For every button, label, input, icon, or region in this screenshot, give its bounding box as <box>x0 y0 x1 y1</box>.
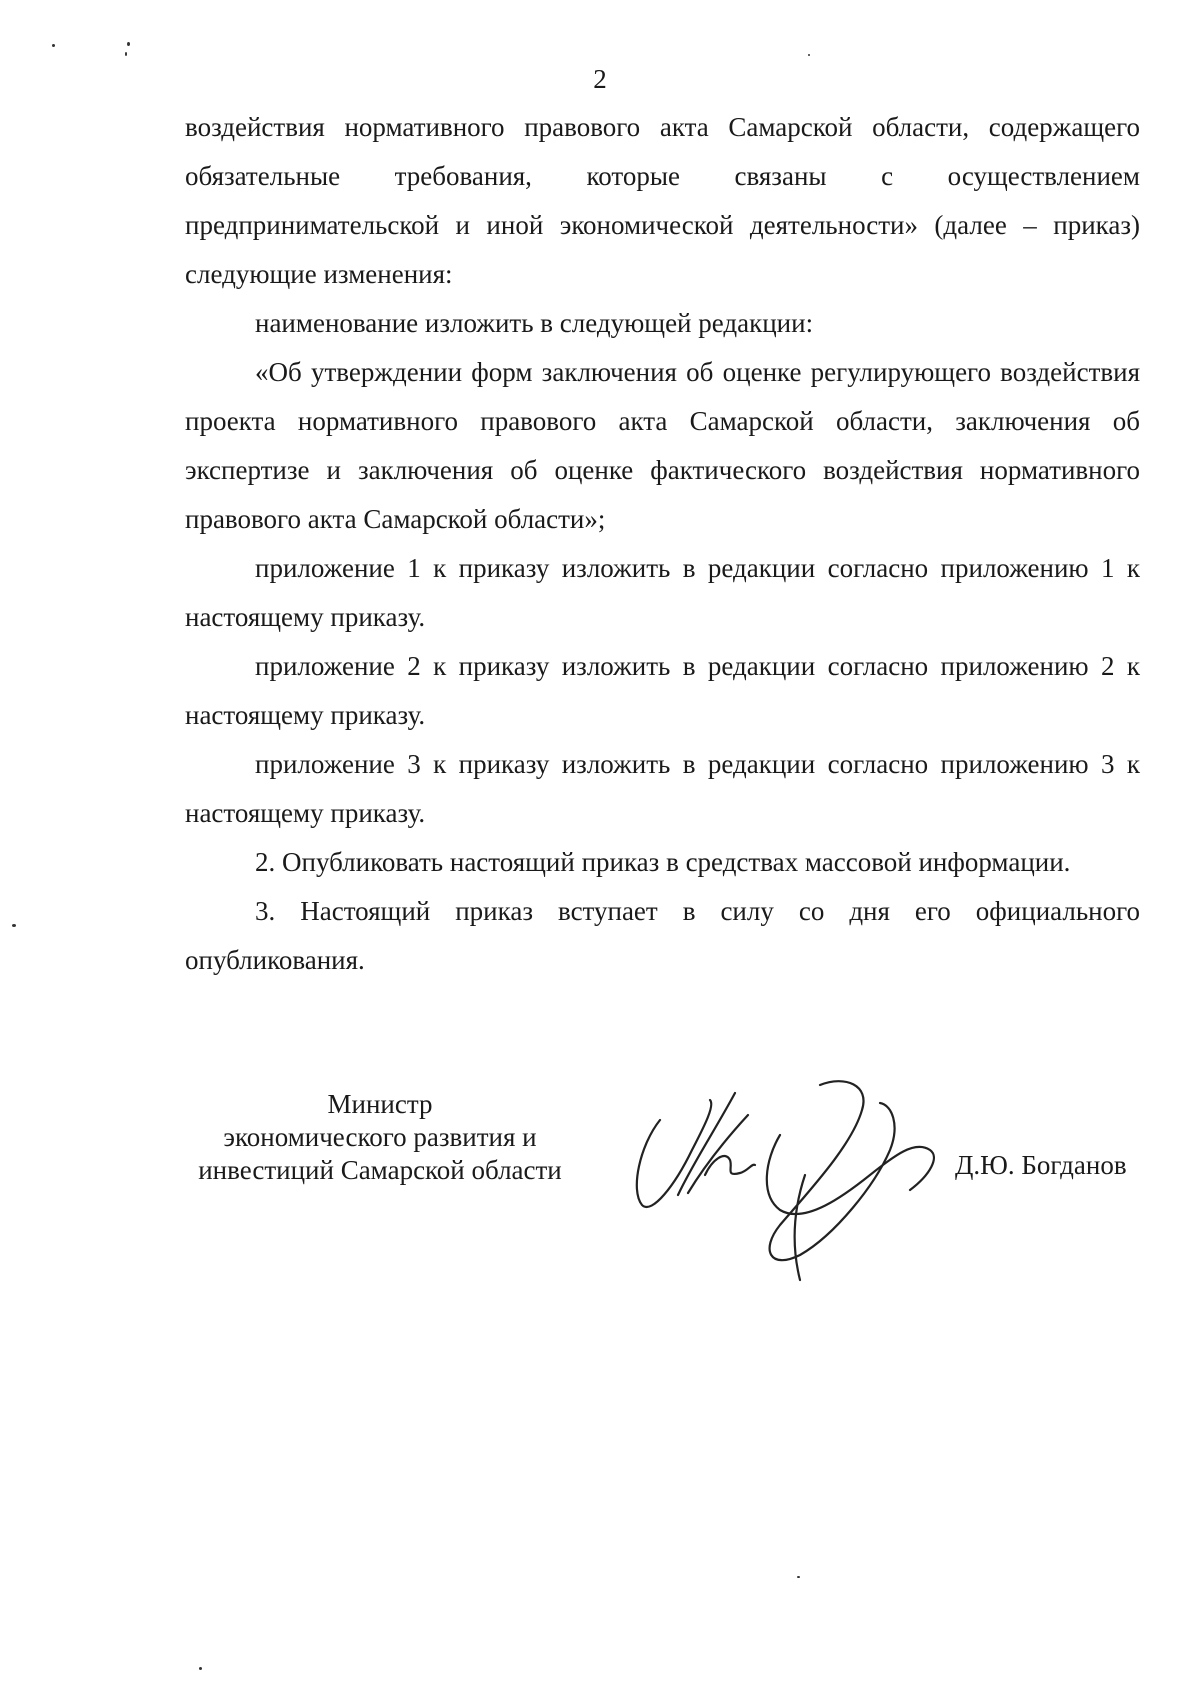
signatory-title-line-3: инвестиций Самарской области <box>198 1155 562 1185</box>
scan-speck <box>125 52 127 56</box>
paragraph-appendix-2: приложение 2 к приказу изложить в редакции согласно приложению 2 к настоящему приказу. <box>185 651 1140 730</box>
signatory-title-line-2: экономического развития и <box>223 1122 537 1152</box>
scan-speck <box>52 44 55 47</box>
signatory-title-line-1: Министр <box>327 1089 433 1119</box>
scan-speck <box>199 1667 202 1670</box>
paragraph-publish: 2. Опубликовать настоящий приказ в средствах массовой информации. <box>255 847 1071 877</box>
document-body <box>185 103 1140 985</box>
scan-speck <box>12 924 16 927</box>
scan-speck <box>127 42 130 46</box>
paragraph-continuation: воздействия нормативного правового акта Самарской области, содержащего обязательные требования, которые связаны с осуществлением предпринимательской и иной экономической деятельности» (далее – приказ) следующие изменения: <box>185 112 1140 289</box>
paragraph-effective-date: 3. Настоящий приказ вступает в силу со дня его официального опубликования. <box>185 896 1140 975</box>
scan-speck <box>808 54 810 56</box>
paragraph-title-change: наименование изложить в следующей редакции: <box>255 308 814 338</box>
scan-speck <box>797 1576 800 1578</box>
paragraph-appendix-3: приложение 3 к приказу изложить в редакции согласно приложению 3 к настоящему приказу. <box>185 749 1140 828</box>
signatory-title <box>175 1088 585 1187</box>
handwritten-signature <box>630 1065 960 1285</box>
page-number: 2 <box>593 64 607 94</box>
signatory-name: Д.Ю. Богданов <box>955 1150 1127 1180</box>
paragraph-new-title: «Об утверждении форм заключения об оценке регулирующего воздействия проекта нормативного правового акта Самарской области, заключения об экспертизе и заключения об оценке фактического воздействия нормативного правового акта Самарской области»; <box>185 357 1140 534</box>
paragraph-appendix-1: приложение 1 к приказу изложить в редакции согласно приложению 1 к настоящему приказу. <box>185 553 1140 632</box>
